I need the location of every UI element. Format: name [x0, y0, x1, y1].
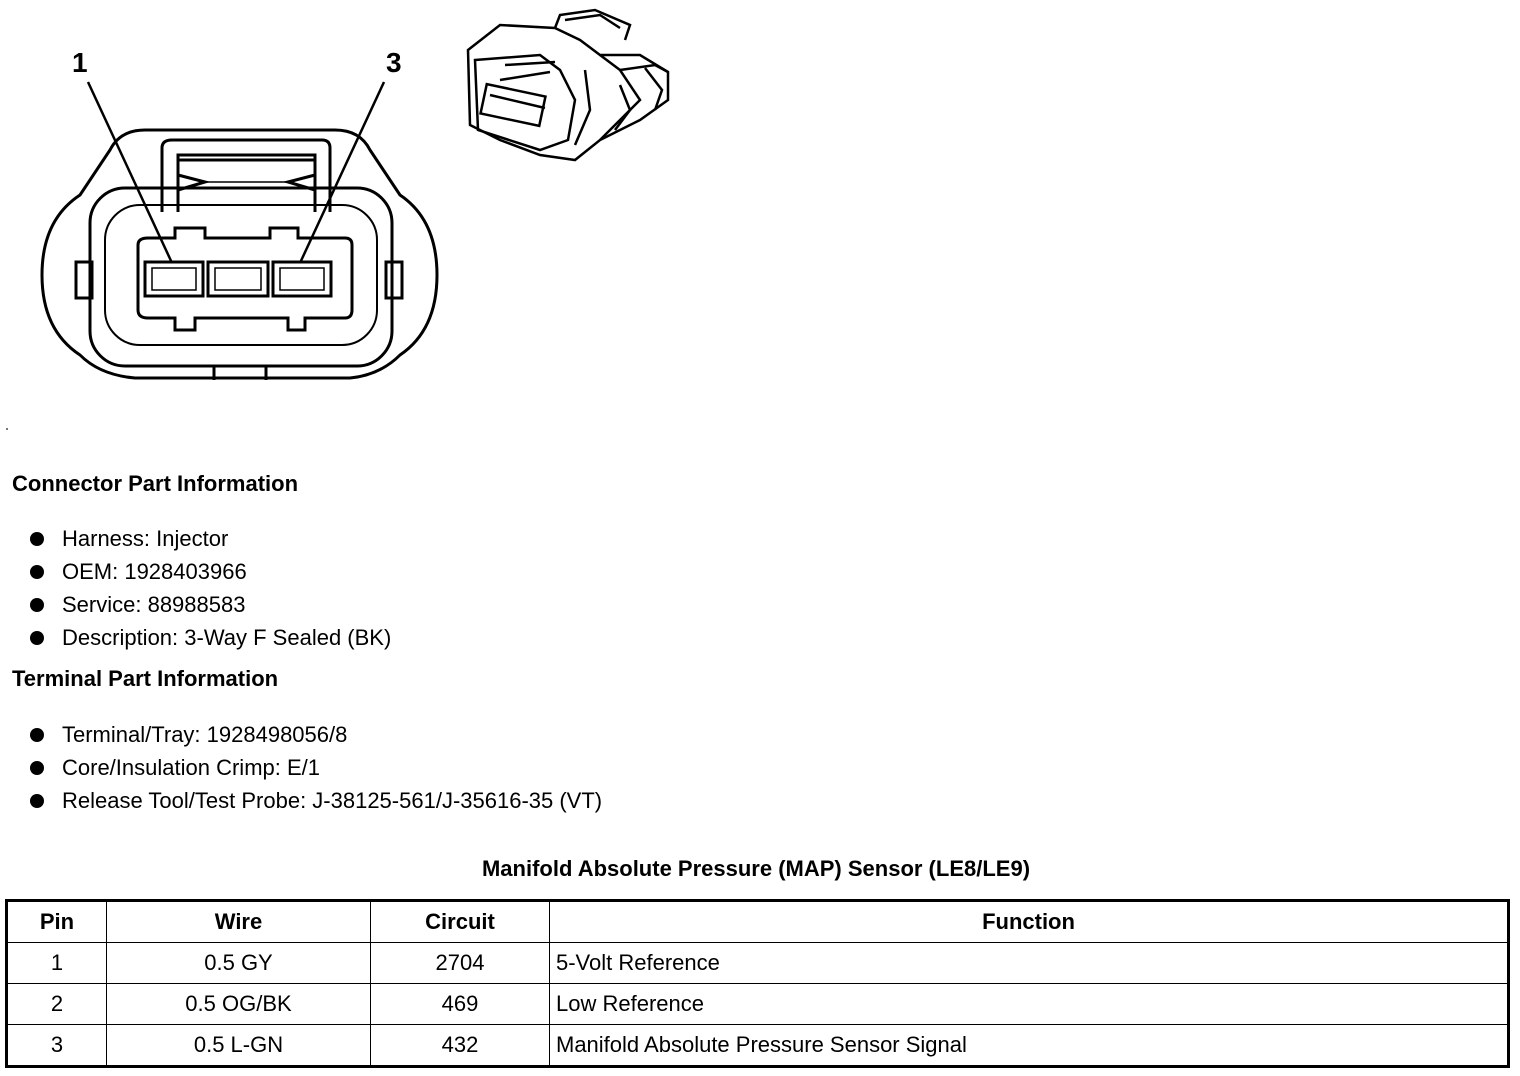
cell-pin: 3	[7, 1025, 107, 1067]
table-row	[7, 984, 1509, 1025]
list-item: Harness: Injector	[30, 522, 391, 555]
cell-wire: 0.5 OG/BK	[107, 984, 371, 1025]
list-item: Description: 3-Way F Sealed (BK)	[30, 621, 391, 654]
connector-diagram	[0, 0, 700, 420]
list-item: Release Tool/Test Probe: J-38125-561/J-35616-35 (VT)	[30, 784, 602, 817]
cell-function: Manifold Absolute Pressure Sensor Signal	[550, 1025, 1509, 1067]
bullet-icon	[30, 794, 44, 808]
header-pin: Pin	[7, 901, 107, 943]
bullet-icon	[30, 761, 44, 775]
cell-pin: 2	[7, 984, 107, 1025]
header-function: Function	[550, 901, 1509, 943]
terminal-info-list	[30, 718, 602, 817]
table-header-row	[7, 901, 1509, 943]
cell-wire: 0.5 L-GN	[107, 1025, 371, 1067]
connector-section-title: Connector Part Information	[12, 471, 299, 496]
pinout-table	[5, 899, 1510, 1068]
cell-circuit: 469	[371, 984, 550, 1025]
pin-3-label: 3	[386, 47, 402, 78]
bullet-icon	[30, 565, 44, 579]
table-row	[7, 943, 1509, 984]
cell-wire: 0.5 GY	[107, 943, 371, 984]
cell-circuit: 2704	[371, 943, 550, 984]
list-item: Core/Insulation Crimp: E/1	[30, 751, 602, 784]
header-circuit: Circuit	[371, 901, 550, 943]
list-item: OEM: 1928403966	[30, 555, 391, 588]
cell-circuit: 432	[371, 1025, 550, 1067]
header-wire: Wire	[107, 901, 371, 943]
bullet-icon	[30, 728, 44, 742]
cell-function: 5-Volt Reference	[550, 943, 1509, 984]
table-title: Manifold Absolute Pressure (MAP) Sensor (LE8/LE9)	[481, 856, 1031, 881]
bullet-icon	[30, 631, 44, 645]
list-item: Terminal/Tray: 1928498056/8	[30, 718, 602, 751]
stray-mark	[6, 428, 8, 430]
terminal-section-title: Terminal Part Information	[12, 666, 279, 691]
connector-info-list	[30, 522, 391, 654]
table-row	[7, 1025, 1509, 1067]
pin-1-label: 1	[72, 47, 88, 78]
cell-pin: 1	[7, 943, 107, 984]
bullet-icon	[30, 598, 44, 612]
connector-iso-view	[468, 10, 668, 160]
list-item: Service: 88988583	[30, 588, 391, 621]
bullet-icon	[30, 532, 44, 546]
cell-function: Low Reference	[550, 984, 1509, 1025]
